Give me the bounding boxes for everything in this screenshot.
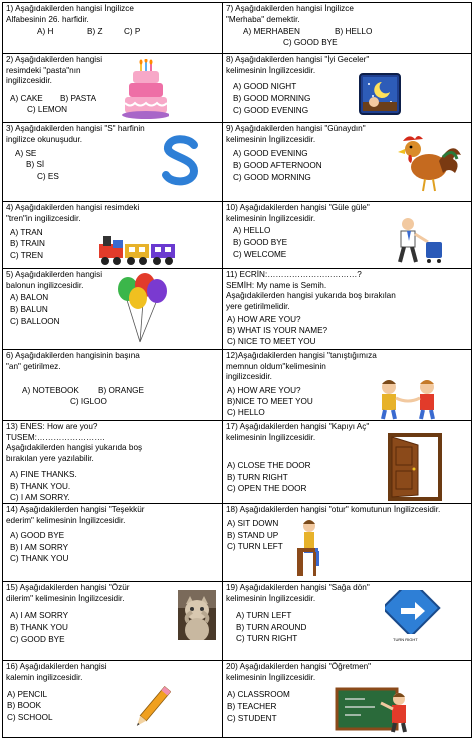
question-3: [2, 122, 223, 202]
sitting-boy-icon: [295, 518, 325, 578]
option-c: C) I AM SORRY.: [10, 493, 70, 502]
question-text: 10) Aşağıdakilerden hangisi "Güle güle" kelimesinin İngilizcesidir.: [226, 203, 370, 223]
option-a: A) CAKE: [10, 94, 43, 103]
question-text: 16) Aşağıdakilerden hangisi kalemin ingilizcesidir.: [6, 662, 107, 682]
option-a: A) MERHABEN: [243, 27, 300, 36]
option-b: B) Z: [87, 27, 103, 36]
traveler-icon: [388, 216, 448, 266]
question-text: 9) Aşağıdakilerden hangisi "Günaydın" kelimesinin İngilizcesidir.: [226, 124, 366, 144]
option-c: C) WELCOME: [233, 250, 287, 259]
option-c: C) BALLOON: [10, 317, 60, 326]
question-text: 13) ENES: How are you? TUSEM:……………………. Aşağıdakilerden hangisi yukarıda boş bırakılan yere yazılabilir.: [6, 422, 143, 463]
question-text: 3) Aşağıdakilerden hangisi "S" harfinin ingilizce okunuşudur.: [6, 124, 145, 144]
night-window-icon: [358, 72, 402, 116]
kitten-photo: [178, 590, 216, 640]
question-14: [2, 503, 223, 582]
option-a: A) SE: [15, 149, 37, 158]
question-text: 5) Aşağıdakilerden hangisi balonun ingilizcesidir.: [6, 270, 103, 290]
option-a: A) TRAN: [10, 228, 43, 237]
question-1: [2, 2, 223, 54]
option-a: A) GOOD NIGHT: [233, 82, 297, 91]
question-text: 18) Aşağıdakilerden hangisi "otur" komutunun İngilizcesidir.: [226, 505, 441, 514]
option-a: A) CLASSROOM: [227, 690, 290, 699]
rooster-icon: [395, 131, 465, 195]
question-text: 12)Aşağıdakilerden hangisi "tanıştığımıza memnun oldum"kelimesinin ingilizcesidir.: [226, 351, 377, 382]
option-b: B) THANK YOU.: [10, 482, 71, 491]
pencil-icon: [131, 683, 171, 735]
question-text: 7) Aşağıdakilerden hangisi İngilizce "Merhaba" demektir.: [226, 4, 354, 24]
option-b: B) TURN RIGHT: [227, 473, 288, 482]
option-b: B) TRAIN: [10, 239, 45, 248]
option-c: C) TREN: [10, 251, 44, 260]
option-b: B) BALUN: [10, 305, 48, 314]
option-c: C) IGLOO: [70, 397, 107, 406]
option-b: B) Sİ: [26, 160, 45, 169]
question-8: [222, 53, 472, 123]
option-a: A) SIT DOWN: [227, 519, 279, 528]
option-c: C) OPEN THE DOOR: [227, 484, 307, 493]
worksheet: [2, 2, 472, 738]
open-door-icon: [388, 433, 448, 501]
option-b: B) WHAT IS YOUR NAME?: [227, 326, 328, 335]
birthday-cake-icon: [121, 59, 169, 121]
option-c: C) GOOD MORNING: [233, 173, 311, 182]
option-c: C) HELLO: [227, 408, 265, 417]
question-5: [2, 268, 223, 350]
question-9: [222, 122, 472, 202]
letter-s-icon: [158, 133, 204, 189]
question-20: [222, 660, 472, 738]
question-text: 14) Aşağıdakilerden hangisi "Teşekkür ederim" kelimesinin İngilizcesidir.: [6, 505, 145, 525]
option-a: A) TURN LEFT: [236, 611, 292, 620]
question-text: 6) Aşağıdakilerden hangisinin başına "an" getirilmez.: [6, 351, 140, 371]
sign-caption: TURN RIGHT: [393, 637, 418, 642]
question-10: [222, 201, 472, 269]
option-a: A) PENCIL: [7, 690, 48, 699]
option-a: A) BALON: [10, 293, 49, 302]
option-b: B) TURN AROUND: [236, 623, 307, 632]
option-c: C) THANK YOU: [10, 554, 69, 563]
question-13: [2, 420, 223, 504]
option-b: B) STAND UP: [227, 531, 279, 540]
option-c: C) ES: [37, 172, 59, 181]
question-6: [2, 349, 223, 421]
option-a: A) CLOSE THE DOOR: [227, 461, 311, 470]
question-12: [222, 349, 472, 421]
option-a: A) HELLO: [233, 226, 271, 235]
question-4: [2, 201, 223, 269]
option-b: B) GOOD AFTERNOON: [233, 161, 322, 170]
question-19: [222, 581, 472, 661]
option-b: B) HELLO: [335, 27, 373, 36]
question-text: 20) Aşağıdakilerden hangisi "Öğretmen" kelimesinin İngilizcesidir.: [226, 662, 372, 682]
option-b: B)NICE TO MEET YOU: [227, 397, 313, 406]
question-text: 2) Aşağıdakilerden hangisi resimdeki "pasta"nın ingilizcesidir.: [6, 55, 103, 86]
option-c: C) P: [124, 27, 141, 36]
question-18: [222, 503, 472, 582]
option-b: B) TEACHER: [227, 702, 277, 711]
option-b: B) PASTA: [60, 94, 97, 103]
question-11: [222, 268, 472, 350]
question-text: 4) Aşağıdakilerden hangisi resimdeki "tren"in ingilizcesidir.: [6, 203, 140, 223]
question-16: [2, 660, 223, 738]
option-a: A) NOTEBOOK: [22, 386, 79, 395]
turn-right-sign-icon: [385, 590, 445, 634]
option-a: A) GOOD EVENING: [233, 149, 308, 158]
option-a: A) HOW ARE YOU?: [227, 315, 301, 324]
question-text: 11) ECRİN:……………………………? SEMİH: My name is Semih. Aşağıdakilerden hangisi yukarıda boş bırakılan yere getirilmelidir.: [226, 270, 396, 311]
question-text: 1) Aşağıdakilerden hangisi İngilizce Alfabesinin 26. harfidir.: [6, 4, 134, 24]
question-text: 15) Aşağıdakilerden hangisi "Özür dilerim" kelimesinin İngilizcesidir.: [6, 583, 130, 603]
option-b: B) GOOD BYE: [233, 238, 288, 247]
question-17: [222, 420, 472, 504]
option-c: C) SCHOOL: [7, 713, 53, 722]
question-text: 17) Aşağıdakilerden hangisi "Kapıyı Aç" kelimesinin İngilizcesidir.: [226, 422, 370, 442]
train-icon: [97, 232, 179, 268]
option-c: C) GOOD EVENING: [233, 106, 309, 115]
option-c: C) GOOD BYE: [283, 38, 338, 47]
option-c: C) TURN LEFT: [227, 542, 283, 551]
balloons-icon: [115, 272, 169, 348]
option-b: B) THANK YOU: [10, 623, 68, 632]
question-15: [2, 581, 223, 661]
option-a: A) HOW ARE YOU?: [227, 386, 301, 395]
option-a: A) H: [37, 27, 54, 36]
option-b: B) ORANGE: [98, 386, 144, 395]
option-a: A) I AM SORRY: [10, 611, 69, 620]
question-text: 19) Aşağıdakilerden hangisi "Sağa dön" kelimesinin İngilizcesidir.: [226, 583, 370, 603]
handshake-icon: [373, 378, 445, 420]
question-text: 8) Aşağıdakilerden hangisi "İyi Geceler" kelimesinin İngilizcesidir.: [226, 55, 370, 75]
option-b: B) BOOK: [7, 701, 42, 710]
option-a: A) FINE THANKS.: [10, 470, 77, 479]
option-a: A) GOOD BYE: [10, 531, 65, 540]
option-c: C) STUDENT: [227, 714, 277, 723]
option-c: C) TURN RIGHT: [236, 634, 298, 643]
question-7: [222, 2, 472, 54]
option-c: C) GOOD BYE: [10, 635, 65, 644]
option-b: B) GOOD MORNING: [233, 94, 311, 103]
question-2: [2, 53, 223, 123]
option-b: B) I AM SORRY: [10, 543, 69, 552]
teacher-board-icon: [335, 687, 413, 733]
option-c: C) NICE TO MEET YOU: [227, 337, 316, 346]
option-c: C) LEMON: [27, 105, 68, 114]
